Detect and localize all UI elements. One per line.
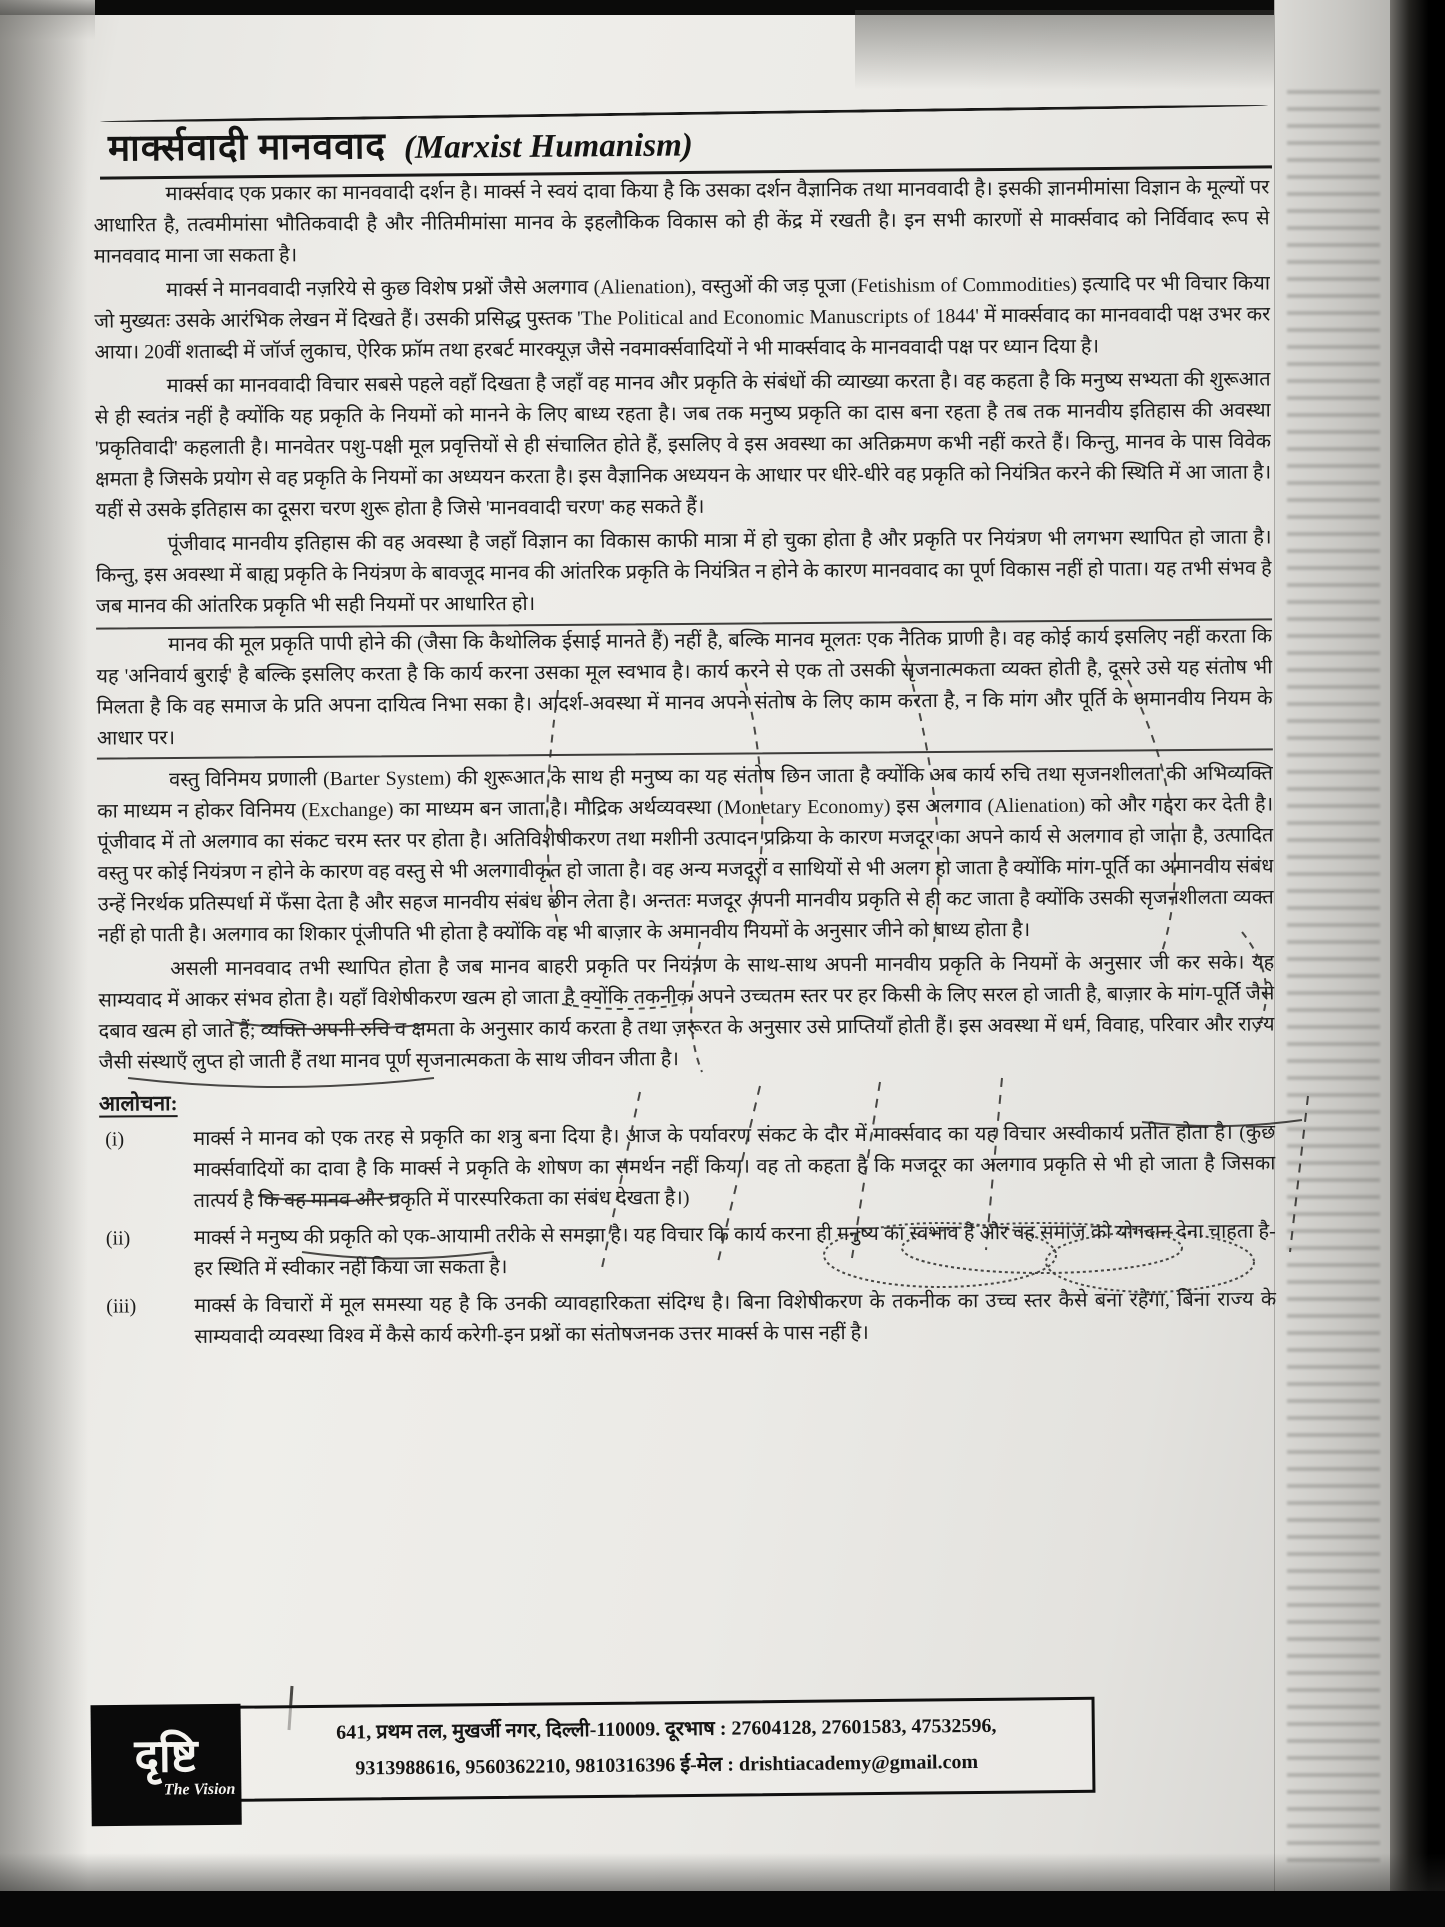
photo-right-edge — [1390, 0, 1445, 1927]
adjacent-page-edge — [1274, 0, 1390, 1927]
photo-bottom-edge — [0, 1891, 1445, 1927]
footer-phone-numbers: 9313988616, 9560362210, 9810316396 — [355, 1754, 676, 1780]
critique-item-text: मार्क्स ने मानव को एक तरह से प्रकृति का शत्रु बना दिया है। आज के पर्यावरण संकट के दौर में मार्क्सवाद का यह विचार अस्वीकार्य प्रतीत होता है। (कुछ मार्क्सवादियों का दावा है कि मार्क्स ने प्रकृति के शोषण का समर्थन नहीं किया। वह तो कहता है कि मजदूर का अलगाव प्रकृति से भी हो जाता है जिसका तात्पर्य है कि वह मानव और प्रकृति में पारस्परिकता का संबंध देखता है।) — [193, 1121, 1276, 1213]
paragraph-capitalism-stage: पूंजीवाद मानवीय इतिहास की वह अवस्था है जहाँ विज्ञान का विकास काफी मात्रा में हो चुका होता है और प्रकृति पर नियंत्रण भी लगभग स्थापित हो जाता है। किन्तु, इस अवस्था में बाह्य प्रकृति के नियंत्रण के बावजूद मानव की आंतरिक प्रकृति के नियंत्रित न होने के कारण मानववाद का पूर्ण विकास नहीं हो पाता। यह तभी संभव है जब मानव की आंतरिक प्रकृति भी सही नियमों पर आधारित हो। — [95, 526, 1272, 618]
paragraph-alienation-fetishism: मार्क्स ने मानववादी नज़रिये से कुछ विशेष प्रश्नों जैसे अलगाव (Alienation), वस्तुओं की जड़ पूजा (Fetishism of Commodities) इत्यादि पर भी विचार किया जो मुख्यतः उसके आरंभिक लेखन में दिखते हैं। उसकी प्रसिद्ध पुस्तक 'The Political and Economic Manuscripts of 1844' में मार्क्सवाद का मानववादी पक्ष उभर कर आया। 20वीं शताब्दी में जॉर्ज लुकाच, ऐरिक फ्रॉम तथा हरबर्ट मारक्यूज़ जैसे नवमार्क्सवादियों ने भी मार्क्सवाद के मानववादी पक्ष पर ध्यान दिया है। — [94, 272, 1271, 364]
page-title — [108, 115, 693, 171]
paragraph-man-nature-relation: मार्क्स का मानववादी विचार सबसे पहले वहाँ दिखता है जहाँ वह मानव और प्रकृति के संबंधों की व्याख्या करता है। वह कहता है कि मनुष्य सभ्यता की शुरूआत से ही स्वतंत्र नहीं है क्योंकि यह प्रकृति के नियमों को मानने के लिए बाध्य रहता है। जब तक मनुष्य प्रकृति का दास बना रहता है तब तक मानवीय इतिहास की अवस्था 'प्रकृतिवादी' कहलाती है। मानवेतर पशु-पक्षी मूल प्रवृत्तियों से ही संचालित होते हैं, इसलिए वे इस अवस्था का अतिक्रमण कभी नहीं करते हैं। किन्तु, मानव के पास विवेक क्षमता है जिसके प्रयोग से वह प्रकृति के नियमों का अध्ययन करता है। इस वैज्ञानिक अध्ययन के आधार पर धीरे-धीरे वह प्रकृति को नियंत्रित करने की स्थिति में आ जाता है। यहीं से उसके इतिहास का दूसरा चरण शुरू होता है जिसे 'मानववादी चरण' कह सकते हैं। — [94, 368, 1272, 522]
page-title-hindi: मार्क्सवादी मानववाद — [107, 126, 387, 170]
critique-heading: आलोचना: — [98, 1091, 178, 1116]
footer-phones-line — [241, 1743, 1092, 1788]
photo-bottom-fade — [0, 1853, 1445, 1893]
logo-english-text: The Vision — [163, 1780, 236, 1799]
critique-item — [99, 1117, 1276, 1217]
footer-email: drishtiacademy@gmail.com — [738, 1750, 979, 1776]
drishti-logo — [91, 1704, 242, 1827]
critique-item — [100, 1284, 1276, 1353]
footer-address-line: 641, प्रथम तल, मुखर्जी नगर, दिल्ली-110009. दूरभाष : 27604128, 27601583, 47532596, — [336, 1714, 997, 1744]
footer-email-label: ई-मेल : — [680, 1753, 735, 1777]
critique-item-text: मार्क्स ने मनुष्य की प्रकृति को एक-आयामी तरीके से समझा है। यह विचार कि कार्य करना ही मनुष्य का स्वभाव है और वह समाज को योगदान देना चाहता है- हर स्थिति में स्वीकार नहीं किया जा सकता है। — [193, 1220, 1276, 1281]
critique-item-number: (ii) — [105, 1227, 131, 1250]
document-body — [93, 172, 1278, 1699]
critique-item — [100, 1216, 1276, 1285]
boxed-paragraph-frame — [93, 618, 1278, 759]
photo-left-edge-shade — [0, 0, 88, 1927]
critique-item-text: मार्क्स के विचारों में मूल समस्या यह है कि उनकी व्यावहारिकता संदिग्ध है। बिना विशेषीकरण के तकनीक का उच्च स्तर कैसे बना रहेगा, बिना राज्य के साम्यवादी व्यवस्था विश्व में कैसे कार्य करेगी-इन प्रश्नों का संतोषजनक उत्तर मार्क्स के पास नहीं है। — [194, 1288, 1277, 1349]
photo-top-shadow — [855, 10, 1285, 90]
footer-box — [95, 1697, 1096, 1803]
critique-item-number: (i) — [105, 1128, 125, 1151]
logo-hindi-text: दृष्टि — [134, 1729, 198, 1782]
paragraph-marxism-humanist-philosophy: मार्क्सवाद एक प्रकार का मानववादी दर्शन है। मार्क्स ने स्वयं दावा किया है कि उसका दर्शन वैज्ञानिक तथा मानववादी है। इसकी ज्ञानमीमांसा विज्ञान के मूल्यों पर आधारित है, तत्वमीमांसा भौतिकवादी है और नीतिमीमांसा मानव के इहलौकिक विकास को ही केंद्र में रखती है। इन सभी कारणों से मार्क्सवाद को निर्विवाद रूप से मानववाद माना जा सकता है। — [93, 176, 1270, 268]
adjacent-page-ghost-text — [1287, 90, 1380, 1867]
critique-item-number: (iii) — [106, 1295, 137, 1318]
page-title-english: (Marxist Humanism) — [403, 127, 693, 166]
paragraph-barter-alienation: वस्तु विनिमय प्रणाली (Barter System) की शुरूआत के साथ ही मनुष्य का यह संतोष छिन जाता है क्योंकि अब कार्य रुचि तथा सृजनशीलता की अभिव्यक्ति का माध्यम न होकर विनिमय (Exchange) का माध्यम बन जाता है। मौद्रिक अर्थव्यवस्था (Monetary Economy) इस अलगाव (Alienation) को और गहरा कर देती है। पूंजीवाद में तो अलगाव का संकट चरम स्तर पर होता है। अतिविशेषीकरण तथा मशीनी उत्पादन प्रक्रिया के कारण मजदूर का अपने कार्य से अलगाव हो जाता है, उत्पादित वस्तु पर कोई नियंत्रण न होने के कारण वह वस्तु से भी अलगावीकृत हो जाता है। वह अन्य मजदूरों व साथियों से भी अलग हो जाता है क्योंकि मांग-पूर्ति का अमानवीय संबंध उन्हें निरर्थक प्रतिस्पर्धा में फँसा देता है और सहज मानवीय संबंध छीन लेता है। अन्ततः मजदूर अपनी मानवीय प्रकृति से ही कट जाता है क्योंकि उसकी सृजनशीलता व्यक्त नहीं हो पाती है। अलगाव का शिकार पूंजीपति भी होता है क्योंकि वह भी बाज़ार के अमानवीय नियमों के अनुसार जीने को बाध्य होता है। — [97, 762, 1274, 947]
paragraph-human-moral-nature: मानव की मूल प्रकृति पापी होने की (जैसा कि कैथोलिक ईसाई मानते हैं) नहीं है, बल्कि मानव मूलतः एक नैतिक प्राणी है। वह कोई कार्य इसलिए नहीं करता कि यह 'अनिवार्य बुराई' है बल्कि इसलिए करता है कि कार्य करना उसका मूल स्वभाव है। कार्य करने से एक तो उसकी सृजनात्मकता व्यक्त होती है, दूसरे उसे यह संतोष भी मिलता है कि वह समाज के प्रति अपना दायित्व निभा सका है। आदर्श-अवस्था में मानव अपने संतोष के लिए काम करता है, न कि मांग और पूर्ति के अमानवीय नियम के आधार पर। — [96, 625, 1273, 750]
paragraph-real-humanism-communism: असली मानववाद तभी स्थापित होता है जब मानव बाहरी प्रकृति पर नियंत्रण के साथ-साथ अपनी मानवीय प्रकृति के नियमों के अनुसार जी कर सके। यह साम्यवाद में आकर संभव होता है। यहाँ विशेषीकरण खत्म हो जाता है क्योंकि तकनीक अपने उच्चतम स्तर पर हर किसी के लिए सरल हो जाती है, बाज़ार के मांग-पूर्ति जैसे दबाव खत्म हो जाते हैं; व्यक्ति अपनी रुचि व क्षमता के अनुसार कार्य करता है तथा ज़रूरत के अनुसार उसे प्राप्तियाँ होती हैं। इस अवस्था में धर्म, विवाह, परिवार और राज्य जैसी संस्थाएँ लुप्त हो जाती हैं तथा मानव पूर्ण सृजनात्मकता के साथ जीवन जीता है। — [98, 951, 1275, 1074]
footer-contact-info — [241, 1700, 1093, 1799]
